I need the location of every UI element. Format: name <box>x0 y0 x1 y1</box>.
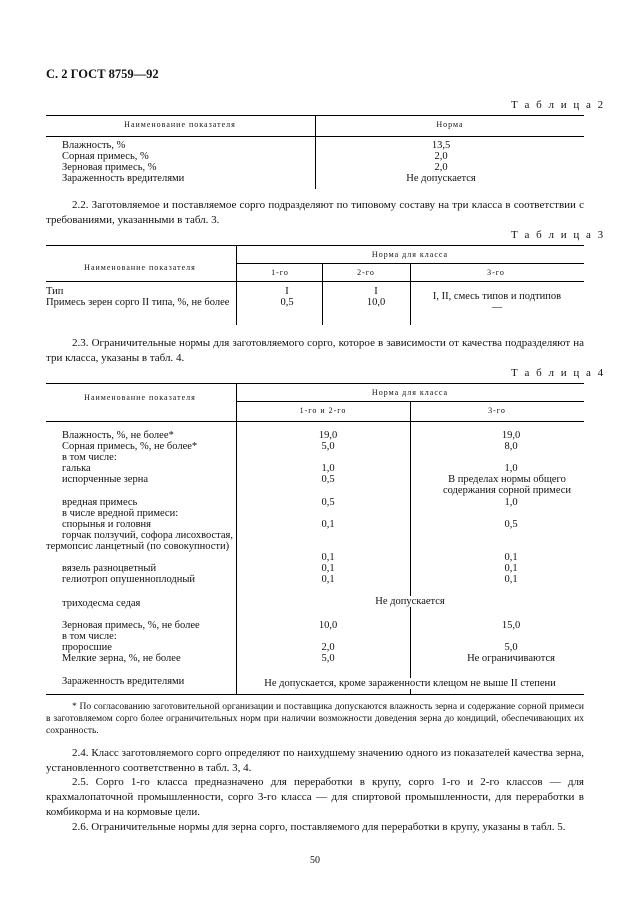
table4-row-name: проросшие <box>62 642 112 653</box>
table3-cell: I <box>374 286 378 297</box>
table3-top-rule <box>46 245 584 246</box>
page-number: 50 <box>310 855 320 866</box>
table4-row-name: в том числе: <box>62 452 117 463</box>
table4-row-name: галька <box>62 463 91 474</box>
table3-caption: Т а б л и ц а 3 <box>511 229 606 241</box>
table3-cell: 0,5 <box>280 297 294 308</box>
table3-col-1: 1-го <box>271 268 289 277</box>
table4-divider <box>410 401 411 694</box>
table4-cell: 2,0 <box>321 642 335 653</box>
table4-cell: 19,0 <box>501 430 521 441</box>
table4-row-name: вязель разноцветный <box>62 563 157 574</box>
table2-row-value: Не допускается <box>406 173 476 184</box>
table3-divider <box>322 263 323 325</box>
table4-cell: 0,1 <box>504 563 518 574</box>
table4-row-name: триходесма седая <box>62 598 141 609</box>
table4-cell: 1,0 <box>504 463 518 474</box>
table4-row-name: вредная примесь <box>62 497 138 508</box>
table4-cell: 0,1 <box>321 574 335 585</box>
table3-col-name: Наименование показателя <box>84 263 196 272</box>
table3-divider <box>236 245 237 325</box>
table3-divider <box>410 263 411 325</box>
table4-row-name: в том числе: <box>62 631 117 642</box>
table4-row-name: Зерновая примесь, %, не более <box>62 620 200 631</box>
table4-row-name: спорынья и головня <box>62 519 151 530</box>
table4-span-cell: Не допускается, кроме зараженности клещом не выше II степени <box>264 678 556 689</box>
table4-col-group: Норма для класса <box>371 388 449 397</box>
paragraph-2-6: 2.6. Ограничительные нормы для зерна сорго, поставляемого для переработки в крупу, указаны в табл. 5. <box>72 821 566 833</box>
table2-col-divider <box>315 115 316 189</box>
table2-row-value: 2,0 <box>434 162 448 173</box>
table4-row-name: Влажность, %, не более* <box>62 430 174 441</box>
paragraph-2-2: 2.2. Заготовляемое и поставляемое сорго подразделяют по типовому составу на три класса в соответствии с требованиями, указанными в табл. 3. <box>46 199 584 226</box>
table2-col-name: Наименование показателя <box>124 120 236 129</box>
table4-cell: 10,0 <box>318 620 338 631</box>
table4-col-2: 3-го <box>488 406 506 415</box>
table4-header-rule <box>46 421 584 422</box>
paragraph-2-3: 2.3. Ограничительные нормы для заготовляемого сорго, которое в зависимости от качества подразделяют на три класса, указаны в табл. 4. <box>46 337 584 364</box>
table4-row-name: Мелкие зерна, %, не более <box>62 653 181 664</box>
table4-cell: 5,0 <box>321 653 335 664</box>
table2-row-value: 2,0 <box>434 151 448 162</box>
page-header: С. 2 ГОСТ 8759—92 <box>46 67 159 81</box>
table4-col-name: Наименование показателя <box>84 393 196 402</box>
table4-row-name: гелиотроп опушенноплодный <box>62 574 196 585</box>
table3-cell: I <box>285 286 289 297</box>
footnote: * По согласованию заготовительной организации и поставщика допускаются влажность зерна и содержание сорной примеси в заготовляемом сорго более ограничительных норм при наличии возможности доведения зерна до кондиций, обеспечивающих их сохранность. <box>46 702 584 736</box>
table2-row-name: Влажность, % <box>62 140 126 151</box>
paragraph-2-4: 2.4. Класс заготовляемого сорго определяют по наихудшему значению одного из показателей качества зерна, установленного соответственно в табл. 3, 4. <box>46 747 584 774</box>
paragraph-2-5: 2.5. Сорго 1-го класса предназначено для переработки в крупу, сорго 1-го и 2-го классов — для крахмалопаточной промышленности, сорго 3-го класса — для спиртовой промышленности, для переработки в комбикорма и на кормовые цели. <box>46 776 584 818</box>
table4-cell: Не ограничиваются <box>467 653 555 664</box>
table4-bottom-rule <box>46 694 584 695</box>
table4-cell: В пределах нормы общего содержания сорной примеси <box>442 474 572 496</box>
table4-row-name: испорченные зерна <box>62 474 148 485</box>
table4-row-name: в числе вредной примеси: <box>62 508 179 519</box>
table4-cell: 0,5 <box>321 474 335 485</box>
table4-cell: 0,1 <box>321 519 335 530</box>
table4-top-rule <box>46 383 584 384</box>
table3-row-type: Тип <box>46 286 64 297</box>
table2-row-name: Зерновая примесь, % <box>62 162 157 173</box>
table4-col-1: 1-го и 2-го <box>299 406 347 415</box>
table4-caption: Т а б л и ц а 4 <box>511 367 606 379</box>
table4-cell: 8,0 <box>504 441 518 452</box>
table4-cell: 5,0 <box>504 642 518 653</box>
table4-cell: 0,1 <box>321 552 335 563</box>
table4-cell: 0,5 <box>504 519 518 530</box>
table3-col-3: 3-го <box>487 268 505 277</box>
table4-row-name: горчак ползучий, софора лисохвостая, термопсис ланцетный (по совокупности) <box>46 530 234 552</box>
table3-row-admixture: Примесь зерен сорго II типа, %, не более <box>46 297 230 308</box>
table2-row-name: Сорная примесь, % <box>62 151 149 162</box>
table3-col-2: 2-го <box>357 268 375 277</box>
table3-cell: — <box>491 302 503 313</box>
table4-cell: 0,1 <box>321 563 335 574</box>
table4-cell: 1,0 <box>321 463 335 474</box>
table4-cell: 0,1 <box>504 552 518 563</box>
table2-col-norm: Норма <box>436 120 464 129</box>
table2-row-value: 13,5 <box>431 140 451 151</box>
table4-divider <box>236 383 237 694</box>
table4-cell: 0,1 <box>504 574 518 585</box>
table4-cell: 1,0 <box>504 497 518 508</box>
table2-row-name: Зараженность вредителями <box>62 173 185 184</box>
table4-cell: 5,0 <box>321 441 335 452</box>
table4-row-name: Зараженность вредителями <box>62 676 185 687</box>
table4-cell: 0,5 <box>321 497 335 508</box>
table4-span-cell: Не допускается <box>371 596 448 607</box>
table4-cell: 19,0 <box>318 430 338 441</box>
table3-header-rule <box>46 281 584 282</box>
table2-caption: Т а б л и ц а 2 <box>511 99 606 111</box>
table4-cell: 15,0 <box>501 620 521 631</box>
table3-col-group: Норма для класса <box>371 250 449 259</box>
table4-row-name: Сорная примесь, %, не более* <box>62 441 198 452</box>
table3-cell: 10,0 <box>366 297 386 308</box>
table3-cell: I, II, смесь типов и подтипов <box>432 291 562 302</box>
